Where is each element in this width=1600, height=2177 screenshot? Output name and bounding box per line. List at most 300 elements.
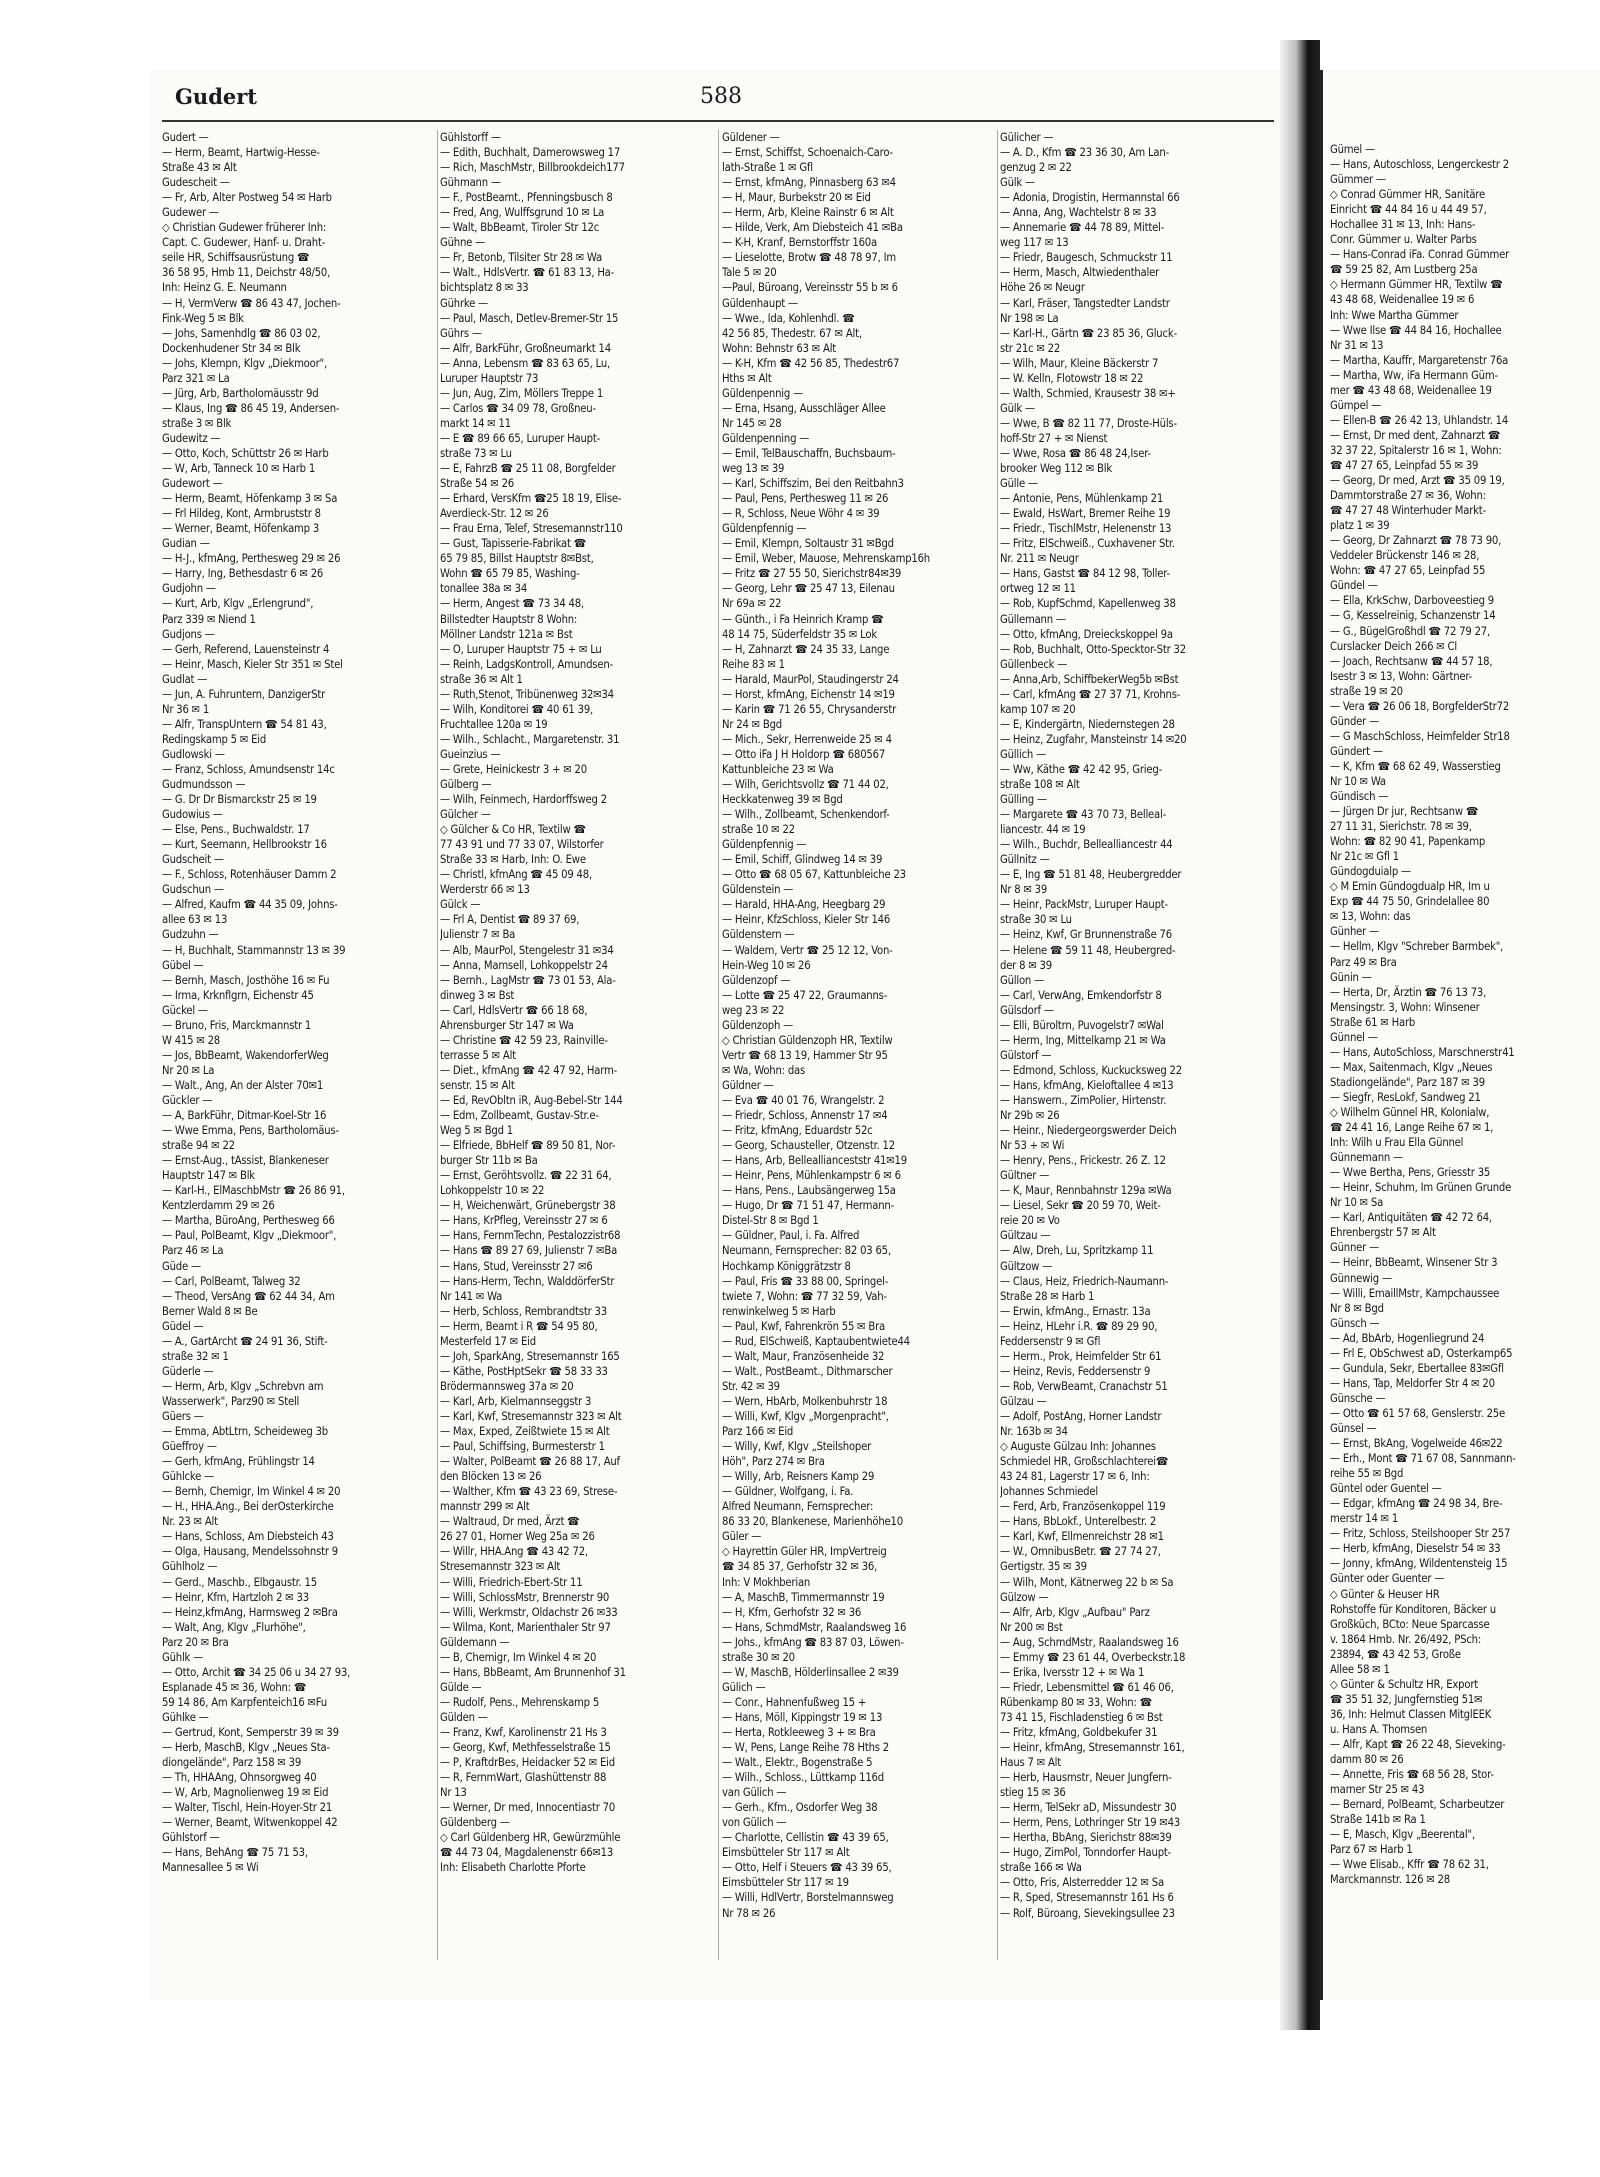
- directory-entry-line: — Willi, SchlossMstr, Brennerstr 90: [440, 1590, 610, 1604]
- directory-entry-line: — Aug, SchmdMstr, Raalandsweg 16: [1000, 1635, 1179, 1649]
- directory-entry-line: Nr 13: [440, 1786, 467, 1800]
- directory-entry-line: Gülcher —: [440, 808, 491, 822]
- directory-entry-line: straße 36 ✉ Alt 1: [440, 672, 523, 686]
- directory-entry-line: Hochkamp Königgrätzstr 8: [722, 1259, 851, 1273]
- directory-entry-line: — W, Arb, Tanneck 10 ✉ Harb 1: [162, 462, 316, 476]
- directory-entry-line: — H-J., kfmAng, Perthesweg 29 ✉ 26: [162, 552, 341, 566]
- directory-entry-line: — Wilh., Zollbeamt, Schenkendorf-: [722, 808, 890, 822]
- directory-entry-line: Nr 53 + ✉ Wi: [1000, 1139, 1065, 1153]
- book-gutter: [1280, 40, 1320, 2030]
- directory-entry-line: — G., BügelGroßhdl ☎ 72 79 27,: [1330, 624, 1491, 638]
- directory-entry-line: — Alw, Dreh, Lu, Spritzkamp 11: [1000, 1244, 1154, 1258]
- directory-entry-line: — Liesel, Sekr ☎ 20 59 70, Weit-: [1000, 1199, 1161, 1213]
- directory-entry-line: reie 20 ✉ Vo: [1000, 1214, 1060, 1228]
- directory-entry-line: — Hans, Gastst ☎ 84 12 98, Toller-: [1000, 567, 1170, 581]
- directory-entry-line: Gühlk —: [162, 1650, 204, 1664]
- directory-entry-line: — Christine ☎ 42 59 23, Rainville-: [440, 1033, 608, 1047]
- directory-entry-line: 77 43 91 und 77 33 07, Wilstorfer: [440, 838, 604, 852]
- directory-entry-line: — Martha, BüroAng, Perthesweg 66: [162, 1214, 335, 1228]
- directory-entry-line: Nr. 23 ✉ Alt: [162, 1515, 218, 1529]
- directory-entry-line: — Otto, kfmAng, Dreieckskoppel 9a: [1000, 627, 1173, 641]
- directory-entry-line: — Franz, Schloss, Amundsenstr 14c: [162, 762, 335, 776]
- directory-entry-line: — Max, Exped, Zeißtwiete 15 ✉ Alt: [440, 1425, 610, 1439]
- directory-entry-line: — Otto ☎ 68 05 67, Kattunbleiche 23: [722, 868, 906, 882]
- directory-entry-line: Güldner —: [722, 1078, 774, 1092]
- directory-entry-line: — Karl, Antiquitäten ☎ 42 72 64,: [1330, 1211, 1492, 1225]
- directory-entry-line: — Hertha, BbAng, Sierichstr 88✉39: [1000, 1831, 1172, 1845]
- directory-entry-line: merstr 14 ✉ 1: [1330, 1512, 1399, 1526]
- directory-entry-line: — Bernh., LagMstr ☎ 73 01 53, Ala-: [440, 973, 616, 987]
- directory-entry-line: Gündisch —: [1330, 790, 1389, 804]
- directory-entry-line: Fruchtallee 120a ✉ 19: [440, 717, 548, 731]
- directory-entry-line: — Edgar, kfmAng ☎ 24 98 34, Bre-: [1330, 1497, 1503, 1511]
- directory-entry-line: lath-Straße 1 ✉ Gfl: [722, 161, 813, 175]
- directory-entry-line: — E ☎ 89 66 65, Luruper Haupt-: [440, 431, 601, 445]
- directory-entry-line: — A., GartArcht ☎ 24 91 36, Stift-: [162, 1334, 328, 1348]
- directory-entry-line: Kattunbleiche 23 ✉ Wa: [722, 762, 834, 776]
- directory-entry-line: — Edmond, Schloss, Kuckucksweg 22: [1000, 1063, 1182, 1077]
- directory-entry-line: — Herta, Rotkleeweg 3 + ✉ Bra: [722, 1725, 876, 1739]
- directory-entry-line: ✉ Wa, Wohn: das: [722, 1063, 806, 1077]
- directory-entry-line: Capt. C. Gudewer, Hanf- u. Draht-: [162, 236, 326, 250]
- directory-entry-line: — Horst, kfmAng, Eichenstr 14 ✉19: [722, 687, 895, 701]
- directory-entry-line: — Hans-Conrad iFa. Conrad Gümmer: [1330, 248, 1510, 262]
- directory-entry-line: liancestr. 44 ✉ 19: [1000, 823, 1086, 837]
- directory-entry-line: Gülstorf —: [1000, 1048, 1052, 1062]
- directory-entry-line: seile HR, Schiffsausrüstung ☎: [162, 251, 310, 265]
- directory-entry-line: — Carl, PolBeamt, Talweg 32: [162, 1274, 301, 1288]
- directory-entry-line: — Friedr., TischlMstr, Helenenstr 13: [1000, 522, 1172, 536]
- directory-entry-line: W 415 ✉ 28: [162, 1033, 220, 1047]
- directory-entry-line: Dockenhudener Str 34 ✉ Blk: [162, 341, 301, 355]
- directory-entry-line: — Georg, Dr Zahnarzt ☎ 78 73 90,: [1330, 534, 1502, 548]
- directory-entry-line: — Karl-H., Gärtn ☎ 23 85 36, Gluck-: [1000, 326, 1177, 340]
- directory-entry-line: — P, KraftdrBes, Heidacker 52 ✉ Eid: [440, 1756, 615, 1770]
- directory-entry-line: — Edith, Buchhalt, Damerowsweg 17: [440, 146, 621, 160]
- directory-entry-line: — Walt., PostBeamt., Dithmarscher: [722, 1364, 893, 1378]
- directory-entry-line: — Helene ☎ 59 11 48, Heubergred-: [1000, 943, 1176, 957]
- directory-entry-line: Gudschun —: [162, 883, 224, 897]
- directory-entry-line: — Fritz, ElSchweiß., Cuxhavener Str.: [1000, 537, 1175, 551]
- directory-entry-line: Redingskamp 5 ✉ Eid: [162, 732, 267, 746]
- directory-entry-line: — Jos, BbBeamt, WakendorferWeg: [162, 1048, 329, 1062]
- directory-entry-line: — Karl, Fräser, Tangstedter Landstr: [1000, 296, 1170, 310]
- directory-entry-line: — Karin ☎ 71 26 55, Chrysanderstr: [722, 702, 897, 716]
- directory-entry-line: 43 48 68, Weidenallee 19 ✉ 6: [1330, 293, 1475, 307]
- directory-entry-line: Gülck —: [440, 898, 481, 912]
- directory-entry-line: — Hans, AutoSchloss, Marschnerstr41: [1330, 1045, 1515, 1059]
- directory-entry-line: — F., PostBeamt., Pfenningsbusch 8: [440, 191, 613, 205]
- directory-entry-line: Inh: Heinz G. E. Neumann: [162, 281, 287, 295]
- directory-entry-line: — A. D., Kfm ☎ 23 36 30, Am Lan-: [1000, 146, 1170, 160]
- directory-entry-line: — Heinr, KfzSchloss, Kieler Str 146: [722, 913, 891, 927]
- directory-entry-line: mer ☎ 43 48 68, Weidenallee 19: [1330, 383, 1492, 397]
- directory-entry-line: Distel-Str 8 ✉ Bgd 1: [722, 1214, 819, 1228]
- directory-entry-line: — Carl, kfmAng ☎ 27 37 71, Krohns-: [1000, 687, 1181, 701]
- directory-entry-line: Inh: V Mokhberian: [722, 1575, 811, 1589]
- directory-entry-line: — Grete, Heinickestr 3 + ✉ 20: [440, 762, 587, 776]
- directory-entry-line: — Hilde, Verk, Am Diebsteich 41 ✉Ba: [722, 221, 903, 235]
- directory-entry-line: — Wwe Bertha, Pens, Griesstr 35: [1330, 1166, 1491, 1180]
- directory-entry-line: — Siegfr, ResLokf, Sandweg 21: [1330, 1090, 1481, 1104]
- directory-entry-line: — K-H, Kranf, Bernstorffstr 160a: [722, 236, 877, 250]
- directory-entry-line: — Güldner, Wolfgang, i. Fa.: [722, 1485, 854, 1499]
- directory-entry-line: — Willi, Friedrich-Ebert-Str 11: [440, 1575, 583, 1589]
- directory-entry-line: Gühlstorff —: [440, 131, 501, 144]
- directory-entry-line: — Wwe Ilse ☎ 44 84 16, Hochallee: [1330, 323, 1502, 337]
- directory-entry-line: Wohn: ☎ 82 90 41, Papenkamp: [1330, 835, 1486, 849]
- header-rule: [162, 120, 1274, 122]
- directory-entry-line: Gückel —: [162, 1003, 208, 1017]
- directory-entry-line: Gertigstr. 35 ✉ 39: [1000, 1560, 1087, 1574]
- directory-entry-line: Billstedter Hauptstr 8 Wohn:: [440, 612, 578, 626]
- directory-entry-line: Wasserwerk", Parz90 ✉ Stell: [162, 1394, 300, 1408]
- directory-entry-line: van Gülich —: [722, 1786, 787, 1800]
- directory-entry-line: — Erhard, VersKfm ☎25 18 19, Elise-: [440, 492, 622, 506]
- directory-entry-line: senstr. 15 ✉ Alt: [440, 1078, 515, 1092]
- directory-entry-line: — Emil, TelBauschaffn, Buchsbaum-: [722, 446, 896, 460]
- directory-entry-line: Kentzlerdamm 29 ✉ 26: [162, 1199, 275, 1213]
- directory-entry-line: Mensingstr. 3, Wohn: Winsener: [1330, 1000, 1480, 1014]
- directory-entry-line: — Paul, Kwf, Fahrenkrön 55 ✉ Bra: [722, 1319, 885, 1333]
- directory-entry-line: Güler —: [722, 1530, 762, 1544]
- directory-entry-line: Brödermannsweg 37a ✉ 20: [440, 1379, 574, 1393]
- directory-entry-line: — Harry, Ing, Bethesdastr 6 ✉ 26: [162, 567, 324, 581]
- directory-entry-line: — Werner, Beamt, Höfenkamp 3: [162, 522, 320, 536]
- directory-entry-line: Wohn: Behnstr 63 ✉ Alt: [722, 341, 837, 355]
- directory-entry-line: Gudjohn —: [162, 582, 216, 596]
- directory-entry-line: ortweg 12 ✉ 11: [1000, 582, 1076, 596]
- directory-entry-line: Mannesallee 5 ✉ Wi: [162, 1861, 259, 1875]
- directory-entry-line: Günnemann —: [1330, 1151, 1403, 1165]
- directory-entry-line: — G, Kesselreinig, Schanzenstr 14: [1330, 609, 1496, 623]
- directory-entry-line: — Willy, Kwf, Klgv „Steilshoper: [722, 1440, 872, 1454]
- directory-entry-line: — Herm, Beamt, Hartwig-Hesse-: [162, 146, 320, 160]
- directory-entry-line: Allee 58 ✉ 1: [1330, 1662, 1390, 1676]
- directory-entry-line: — Paul, Pens, Perthesweg 11 ✉ 26: [722, 492, 889, 506]
- directory-entry-line: — Ernst, Geröhtsvollz. ☎ 22 31 64,: [440, 1169, 612, 1183]
- directory-entry-line: ◇ Hayrettin Güler HR, ImpVertreig: [722, 1545, 887, 1559]
- directory-entry-line: straße 10 ✉ 22: [722, 823, 795, 837]
- directory-entry-line: Hochallee 31 ✉ 13, Inh: Hans-: [1330, 218, 1476, 232]
- directory-entry-line: — Christl, kfmAng ☎ 45 09 48,: [440, 868, 592, 882]
- directory-entry-line: stieg 15 ✉ 36: [1000, 1786, 1066, 1800]
- directory-column-1: [162, 130, 424, 1875]
- directory-entry-line: terrasse 5 ✉ Alt: [440, 1048, 516, 1062]
- directory-entry-line: — Hugo, ZimPol, Tonndorfer Haupt-: [1000, 1846, 1172, 1860]
- directory-entry-line: Inh: Wwe Martha Gümmer: [1330, 308, 1459, 322]
- directory-entry-line: Lohkoppelstr 10 ✉ 22: [440, 1184, 545, 1198]
- directory-column-4: [1000, 130, 1262, 1921]
- directory-entry-line: — Günth., i Fa Heinrich Kramp ☎: [722, 612, 884, 626]
- directory-entry-line: Gültzau —: [1000, 1229, 1051, 1243]
- directory-entry-line: — Hans, BbLokf., Unterelbestr. 2: [1000, 1515, 1157, 1529]
- directory-entry-line: ☎ 59 25 82, Am Lustberg 25a: [1330, 263, 1478, 277]
- directory-entry-line: — Anna, Ang, Wachtelstr 8 ✉ 33: [1000, 206, 1157, 220]
- directory-entry-line: — Heinz, HLehr i.R. ☎ 89 29 90,: [1000, 1319, 1158, 1333]
- directory-entry-line: — Ernst, BkAng, Vogelweide 46✉22: [1330, 1437, 1503, 1451]
- directory-entry-line: Parz 166 ✉ Eid: [722, 1425, 794, 1439]
- directory-entry-line: 42 56 85, Thedestr. 67 ✉ Alt,: [722, 326, 862, 340]
- directory-entry-line: Güldenpfennig —: [722, 838, 807, 852]
- directory-entry-line: — Hans, Möll, Kippingstr 19 ✉ 13: [722, 1710, 883, 1724]
- directory-entry-line: Eimsbütteler Str 117 ✉ 19: [722, 1876, 849, 1890]
- directory-entry-line: — Conr., Hahnenfußweg 15 +: [722, 1695, 867, 1709]
- directory-entry-line: — Karl, Kwf, Ellmenreichstr 28 ✉1: [1000, 1530, 1164, 1544]
- directory-entry-line: — Heinz,kfmAng, Harmsweg 2 ✉Bra: [162, 1605, 338, 1619]
- directory-entry-line: — Emil, Schiff, Glindweg 14 ✉ 39: [722, 853, 883, 867]
- directory-entry-line: Nr 69a ✉ 22: [722, 597, 782, 611]
- directory-entry-line: Gühlstorf —: [162, 1831, 220, 1845]
- directory-entry-line: — Hans, BbBeamt, Am Brunnenhof 31: [440, 1665, 626, 1679]
- directory-entry-line: — Annemarie ☎ 44 78 89, Mittel-: [1000, 221, 1165, 235]
- directory-entry-line: Straße 54 ✉ 26: [440, 477, 515, 491]
- directory-entry-line: — Elfriede, BbHelf ☎ 89 50 81, Nor-: [440, 1139, 616, 1153]
- directory-entry-line: Gülle —: [1000, 477, 1038, 491]
- directory-entry-line: — Rob, VerwBeamt, Cranachstr 51: [1000, 1379, 1168, 1393]
- directory-entry-line: mannstr 299 ✉ Alt: [440, 1500, 530, 1514]
- directory-entry-line: Parz 321 ✉ La: [162, 371, 230, 385]
- directory-entry-line: u. Hans A. Thomsen: [1330, 1722, 1428, 1736]
- directory-entry-line: — Ernst-Aug., tAssist, Blankeneser: [162, 1154, 329, 1168]
- directory-entry-line: — H, Maur, Burbekstr 20 ✉ Eid: [722, 191, 871, 205]
- directory-entry-line: Fink-Weg 5 ✉ Blk: [162, 311, 244, 325]
- directory-entry-line: — Rudolf, Pens., Mehrenskamp 5: [440, 1695, 600, 1709]
- directory-entry-line: ◇ Christian Güldenzoph HR, Textilw: [722, 1033, 893, 1047]
- directory-entry-line: Gudewort —: [162, 477, 223, 491]
- directory-entry-line: 36 58 95, Hmb 11, Deichstr 48/50,: [162, 266, 331, 280]
- directory-entry-line: Nr 20 ✉ La: [162, 1063, 215, 1077]
- directory-entry-line: Nr 8 ✉ 39: [1000, 883, 1048, 897]
- directory-entry-line: — Rob, KupfSchmd, Kapellenweg 38: [1000, 597, 1176, 611]
- directory-entry-line: — Herm, Arb, Kleine Rainstr 6 ✉ Alt: [722, 206, 894, 220]
- directory-entry-line: Güldemann —: [440, 1635, 510, 1649]
- directory-entry-line: Gudjons —: [162, 627, 215, 641]
- directory-entry-line: 43 24 81, Lagerstr 17 ✉ 6, Inh:: [1000, 1470, 1150, 1484]
- directory-entry-line: — Klaus, Ing ☎ 86 45 19, Andersen-: [162, 401, 340, 415]
- directory-entry-line: — Walther, Kfm ☎ 43 23 69, Strese-: [440, 1485, 618, 1499]
- directory-entry-line: — Walter, PolBeamt ☎ 26 88 17, Auf: [440, 1455, 620, 1469]
- directory-entry-line: — K, Kfm ☎ 68 62 49, Wasserstieg: [1330, 759, 1501, 773]
- directory-entry-line: — Jun, A. Fuhruntern, DanzigerStr: [162, 687, 326, 701]
- directory-entry-line: — H, Kfm, Gerhofstr 32 ✉ 36: [722, 1605, 862, 1619]
- directory-entry-line: — Herb, kfmAng, Dieselstr 54 ✉ 33: [1330, 1542, 1501, 1556]
- directory-entry-line: Gudewer —: [162, 206, 219, 220]
- directory-entry-line: — Adolf, PostAng, Horner Landstr: [1000, 1409, 1162, 1423]
- directory-entry-line: — R, FernmWart, Glashüttenstr 88: [440, 1771, 607, 1785]
- directory-entry-line: — Wwe Elisab., Kffr ☎ 78 62 31,: [1330, 1858, 1489, 1872]
- directory-entry-line: ◇ Gülcher & Co HR, Textilw ☎: [440, 823, 586, 837]
- directory-entry-line: Wohn ☎ 65 79 85, Washing-: [440, 567, 580, 581]
- directory-entry-line: — W., OmnibusBetr. ☎ 27 74 27,: [1000, 1545, 1161, 1559]
- directory-entry-line: Rohstoffe für Konditoren, Bäcker u: [1330, 1602, 1496, 1616]
- directory-entry-line: — Henry, Pens., Frickestr. 26 Z. 12: [1000, 1154, 1166, 1168]
- directory-entry-line: allee 63 ✉ 13: [162, 913, 228, 927]
- directory-entry-line: — Eva ☎ 40 01 76, Wrangelstr. 2: [722, 1094, 885, 1107]
- running-head: Gudert: [175, 84, 258, 109]
- directory-entry-line: — Max, Saitenmach, Klgv „Neues: [1330, 1060, 1493, 1074]
- directory-entry-line: ◇ Wilhelm Günnel HR, Kolonialw,: [1330, 1106, 1490, 1119]
- directory-entry-line: 32 37 22, Spitalerstr 16 ✉ 1, Wohn:: [1330, 443, 1502, 457]
- directory-entry-line: Güllnitz —: [1000, 853, 1050, 867]
- directory-entry-line: — Kurt, Seemann, Hellbrookstr 16: [162, 838, 327, 852]
- directory-entry-line: Gudlowski —: [162, 747, 225, 761]
- directory-entry-line: Stadiongelände", Parz 187 ✉ 39: [1330, 1075, 1485, 1089]
- directory-entry-line: 65 79 85, Billst Hauptstr 8✉Bst,: [440, 552, 594, 566]
- directory-entry-line: — Heinr, Kfm, Hartzloh 2 ✉ 33: [162, 1590, 309, 1604]
- directory-entry-line: — Wilh, Gerichtsvollz ☎ 71 44 02,: [722, 778, 889, 792]
- directory-entry-line: — Franz, Kwf, Karolinenstr 21 Hs 3: [440, 1725, 607, 1739]
- directory-entry-line: Nr 145 ✉ 28: [722, 416, 782, 430]
- directory-entry-line: ◇ Günter & Heuser HR: [1330, 1587, 1440, 1601]
- directory-entry-line: — Karl, Kwf, Stresemannstr 323 ✉ Alt: [440, 1409, 622, 1423]
- directory-entry-line: — Mich., Sekr, Herrenweide 25 ✉ 4: [722, 732, 892, 746]
- directory-entry-line: — Herm, Beamt, Höfenkamp 3 ✉ Sa: [162, 492, 338, 506]
- directory-entry-line: — Otto ☎ 61 57 68, Genslerstr. 25e: [1330, 1406, 1505, 1420]
- directory-entry-line: — Ella, KrkSchw, Darboveestieg 9: [1330, 594, 1494, 608]
- directory-entry-line: Gülk —: [1000, 401, 1035, 415]
- directory-entry-line: kamp 107 ✉ 20: [1000, 702, 1076, 716]
- directory-entry-line: Einricht ☎ 44 84 16 u 44 49 57,: [1330, 203, 1487, 217]
- directory-entry-line: Güderle —: [162, 1364, 214, 1378]
- directory-entry-line: — Bernard, PolBeamt, Scharbeutzer: [1330, 1798, 1505, 1812]
- directory-entry-line: Hauptstr 147 ✉ Blk: [162, 1169, 255, 1183]
- directory-entry-line: — Willr, HHA.Ang ☎ 43 42 72,: [440, 1545, 588, 1559]
- directory-entry-line: — Herm, Pens, Lothringer Str 19 ✉43: [1000, 1816, 1181, 1830]
- directory-entry-line: — Fr, Betonb, Tilsiter Str 28 ✉ Wa: [440, 251, 602, 265]
- directory-entry-line: Parz 67 ✉ Harb 1: [1330, 1843, 1413, 1857]
- directory-entry-line: — W, Pens, Lange Reihe 78 Hths 2: [722, 1741, 890, 1755]
- directory-entry-line: — O, Luruper Hauptstr 75 + ✉ Lu: [440, 642, 602, 656]
- directory-entry-line: Parz 46 ✉ La: [162, 1244, 224, 1258]
- directory-entry-line: — Herb, MaschB, Klgv „Neues Sta-: [162, 1741, 330, 1755]
- directory-entry-line: ◇ Auguste Gülzau Inh: Johannes: [1000, 1440, 1156, 1454]
- directory-entry-line: Conr. Gümmer u. Walter Parbs: [1330, 233, 1477, 247]
- directory-entry-line: — Paul, Masch, Detlev-Bremer-Str 15: [440, 311, 619, 325]
- column-divider: [718, 130, 719, 1960]
- directory-entry-line: renwinkelweg 5 ✉ Harb: [722, 1304, 836, 1318]
- directory-entry-line: — Harald, MaurPol, Staudingerstr 24: [722, 672, 899, 686]
- directory-entry-line: — Wilh, Konditorei ☎ 40 61 39,: [440, 702, 594, 716]
- directory-entry-line: Gudscheit —: [162, 853, 224, 867]
- directory-entry-line: Nr. 211 ✉ Neugr: [1000, 552, 1079, 566]
- directory-entry-line: Gülicher —: [1000, 131, 1054, 144]
- directory-entry-line: — Ernst, Dr med dent, Zahnarzt ☎: [1330, 428, 1501, 442]
- directory-entry-line: Großküch, BCto: Neue Sparcasse: [1330, 1617, 1490, 1631]
- directory-entry-line: Güldenpennig —: [722, 386, 803, 400]
- directory-entry-line: — Georg, Dr med, Arzt ☎ 35 09 19,: [1330, 474, 1505, 488]
- directory-entry-line: Güntel oder Guentel —: [1330, 1482, 1442, 1496]
- directory-entry-line: Güers —: [162, 1409, 204, 1423]
- directory-entry-line: — Reinh, LadgsKontroll, Amundsen-: [440, 657, 613, 671]
- directory-entry-line: — Hans ☎ 89 27 69, Julienstr 7 ✉Ba: [440, 1244, 618, 1258]
- directory-entry-line: — Walt., HdlsVertr. ☎ 61 83 13, Ha-: [440, 266, 615, 280]
- directory-entry-line: — A, BarkFühr, Ditmar-Koel-Str 16: [162, 1109, 327, 1123]
- directory-entry-line: Gudzuhn —: [162, 928, 219, 942]
- directory-entry-line: — Bernh, Chemigr, Im Winkel 4 ✉ 20: [162, 1485, 341, 1499]
- directory-entry-line: Straße 33 ✉ Harb, Inh: O. Ewe: [440, 853, 586, 867]
- directory-entry-line: — Wwe, Rosa ☎ 86 48 24,Iser-: [1000, 446, 1151, 460]
- directory-entry-line: — Ww, Käthe ☎ 42 42 95, Grieg-: [1000, 762, 1163, 776]
- page-number: 588: [700, 84, 742, 109]
- directory-entry-line: — H, Zahnarzt ☎ 24 35 33, Lange: [722, 642, 890, 656]
- directory-entry-line: — Alfr, Arb, Klgv „Aufbau" Parz: [1000, 1605, 1150, 1619]
- directory-entry-line: Gültzow —: [1000, 1259, 1053, 1273]
- column-divider: [997, 130, 998, 1960]
- directory-entry-line: — Wilh., Buchdr, Bellealliancestr 44: [1000, 838, 1173, 852]
- directory-entry-line: ☎ 47 27 48 Winterhuder Markt-: [1330, 504, 1486, 518]
- directory-entry-line: — Hans, kfmAng, Kieloftallee 4 ✉13: [1000, 1078, 1174, 1092]
- directory-column-3: [722, 130, 984, 1921]
- directory-entry-line: — Karl, Arb, Kielmannseggstr 3: [440, 1394, 592, 1408]
- directory-entry-line: Gülzau —: [1000, 1394, 1047, 1408]
- directory-entry-line: — Hugo, Dr ☎ 71 51 47, Hermann-: [722, 1199, 895, 1213]
- directory-entry-line: — Bernh, Masch, Josthöhe 16 ✉ Fu: [162, 973, 330, 987]
- directory-entry-line: — Claus, Heiz, Friedrich-Naumann-: [1000, 1274, 1169, 1288]
- directory-entry-line: — Gundula, Sekr, Ebertallee 83✉Gfl: [1330, 1361, 1504, 1375]
- directory-entry-line: platz 1 ✉ 39: [1330, 519, 1390, 533]
- directory-entry-line: — Carl, HdlsVertr ☎ 66 18 68,: [440, 1003, 588, 1017]
- directory-entry-line: brooker Weg 112 ✉ Blk: [1000, 462, 1112, 476]
- directory-entry-line: — Gerh, Referend, Lauensteinstr 4: [162, 642, 330, 656]
- directory-entry-line: — H, Weichenwärt, Grünebergstr 38: [440, 1199, 616, 1213]
- directory-entry-line: Alfred Neumann, Fernsprecher:: [722, 1500, 874, 1514]
- directory-entry-line: — Ewald, HsWart, Bremer Reihe 19: [1000, 507, 1171, 521]
- directory-entry-line: — Walt., Ang, An der Alster 70✉1: [162, 1078, 324, 1092]
- directory-entry-line: — H., HHA.Ang., Bei derOsterkirche: [162, 1500, 334, 1514]
- directory-entry-line: Günsch —: [1330, 1316, 1380, 1330]
- directory-entry-line: — Gertrud, Kont, Semperstr 39 ✉ 39: [162, 1725, 339, 1739]
- directory-entry-line: — Ed, RevObltn iR, Aug-Bebel-Str 144: [440, 1094, 623, 1107]
- directory-entry-line: Günsel —: [1330, 1421, 1377, 1435]
- directory-entry-line: Güldenpenning —: [722, 431, 810, 445]
- directory-entry-line: weg 23 ✉ 22: [722, 1003, 785, 1017]
- directory-entry-line: marner Str 25 ✉ 43: [1330, 1783, 1425, 1797]
- directory-entry-line: Güldener —: [722, 131, 780, 144]
- directory-entry-line: — Herb, Hausmstr, Neuer Jungfern-: [1000, 1771, 1172, 1785]
- directory-entry-line: — Wwe, B ☎ 82 11 77, Droste-Hüls-: [1000, 416, 1177, 430]
- directory-entry-line: Gühlholz —: [162, 1560, 218, 1574]
- directory-entry-line: Güllon —: [1000, 973, 1044, 987]
- directory-entry-line: — Hans, SchmdMstr, Raalandsweg 16: [722, 1620, 907, 1634]
- directory-entry-line: Parz 49 ✉ Bra: [1330, 955, 1397, 969]
- directory-entry-line: — Heinr, Pens, Mühlenkampstr 6 ✉ 6: [722, 1169, 901, 1183]
- directory-entry-line: — G. Dr Dr Bismarckstr 25 ✉ 19: [162, 793, 317, 807]
- directory-entry-line: — Otto, Koch, Schüttstr 26 ✉ Harb: [162, 446, 329, 460]
- directory-entry-line: der 8 ✉ 39: [1000, 958, 1052, 972]
- directory-entry-line: — Wilh, Feinmech, Hardorffsweg 2: [440, 793, 607, 807]
- directory-entry-line: Güde —: [162, 1259, 201, 1273]
- directory-entry-line: — Georg, Kwf, Methfesselstraße 15: [440, 1741, 611, 1755]
- directory-entry-line: Feddersenstr 9 ✉ Gfl: [1000, 1334, 1101, 1348]
- directory-entry-line: — Emma, AbtLtrn, Scheideweg 3b: [162, 1425, 328, 1439]
- directory-entry-line: — Hanswern., ZimPolier, Hirtenstr.: [1000, 1094, 1167, 1107]
- directory-entry-line: 73 41 15, Fischladenstieg 6 ✉ Bst: [1000, 1710, 1163, 1724]
- directory-entry-line: — Waltraud, Dr med, Ärzt ☎: [440, 1515, 580, 1529]
- directory-entry-line: — Bruno, Fris, Marckmannstr 1: [162, 1018, 312, 1032]
- directory-entry-line: — Irma, Krknflgrn, Eichenstr 45: [162, 988, 314, 1002]
- directory-entry-line: — Hans, Schloss, Am Diebsteich 43: [162, 1530, 334, 1544]
- directory-entry-line: — E, Ing ☎ 51 81 48, Heubergredder: [1000, 868, 1182, 882]
- directory-entry-line: — Wilh, Mont, Kätnerweg 22 b ✉ Sa: [1000, 1575, 1174, 1589]
- directory-entry-line: Gühne —: [440, 236, 485, 250]
- directory-entry-line: Nr 21c ✉ Gfl 1: [1330, 850, 1399, 864]
- directory-entry-line: Reihe 83 ✉ 1: [722, 657, 785, 671]
- directory-entry-line: Güeffroy —: [162, 1440, 217, 1454]
- directory-entry-line: — Hans, Tap, Meldorfer Str 4 ✉ 20: [1330, 1376, 1495, 1390]
- directory-entry-line: Güldenzoph —: [722, 1018, 794, 1032]
- directory-column-2: [440, 130, 702, 1875]
